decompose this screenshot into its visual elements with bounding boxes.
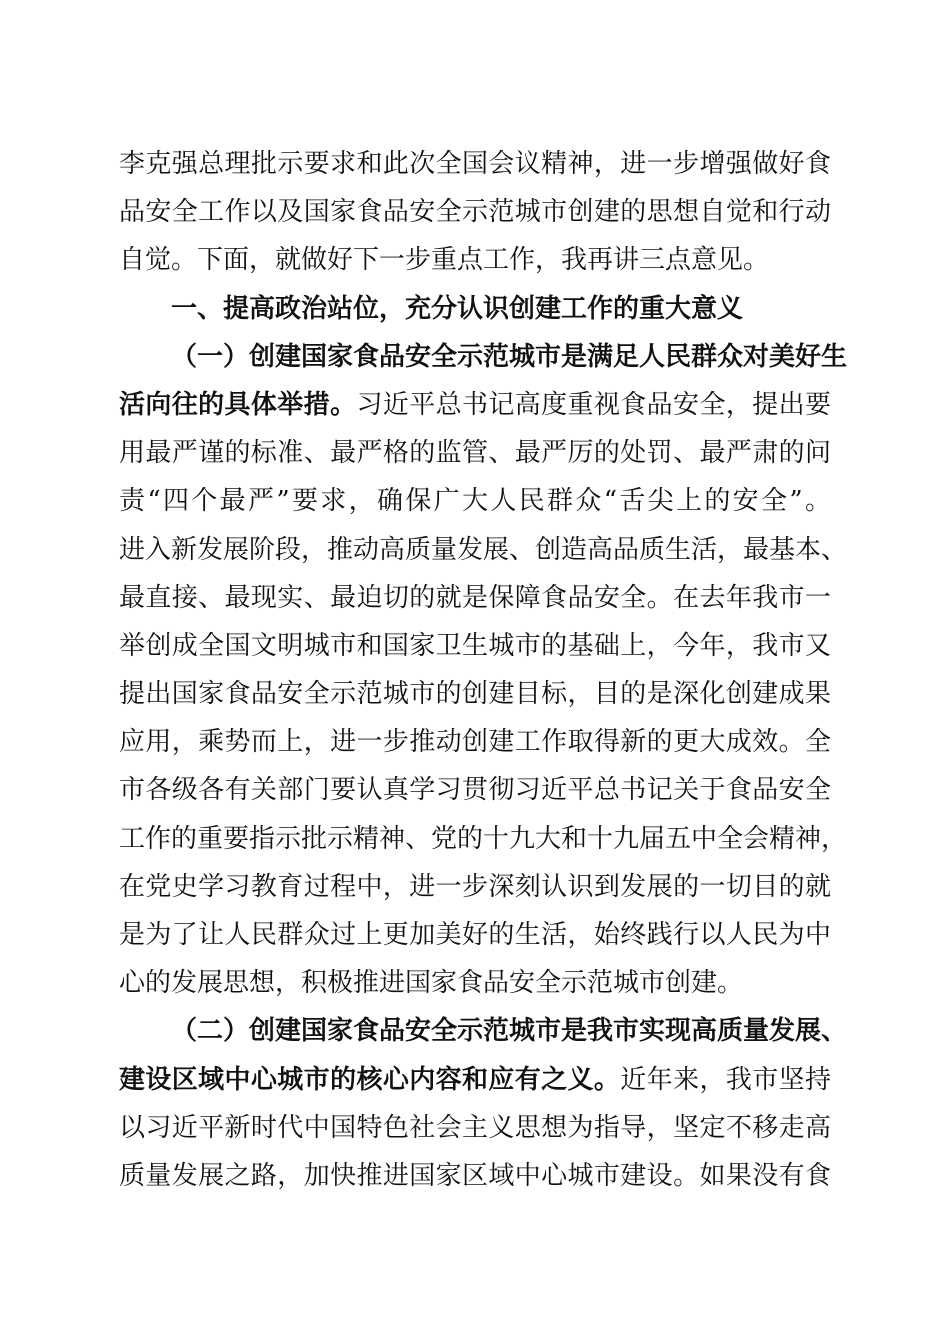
paragraph-text: 习近平总书记高度重视食品安全，提出要 [356,389,831,420]
subsection-heading: （一）创建国家食品安全示范城市是满足人民群众对美好生 [171,341,848,372]
paragraph-line: 进入新发展阶段，推动高质量发展、创造高品质生活，最基本、 [119,534,848,565]
paragraph-line: 心的发展思想，积极推进国家食品安全示范城市创建。 [119,968,744,999]
paragraph-line: 责“四个最严”要求，确保广大人民群众“舌尖上的安全”。 [119,486,831,517]
subsection-heading: （二）创建国家食品安全示范城市是我市实现高质量发展、 [171,1016,848,1047]
document-body [119,140,848,1200]
paragraph-line: 质量发展之路，加快推进国家区域中心城市建设。如果没有食 [119,1160,831,1191]
subsection-heading-continued: 活向往的具体举措。 [119,389,357,420]
paragraph-line: 以习近平新时代中国特色社会主义思想为指导，坚定不移走高 [119,1112,831,1143]
paragraph-line: 自觉。下面，就做好下一步重点工作，我再讲三点意见。 [119,245,770,276]
paragraph-line: 李克强总理批示要求和此次全国会议精神，进一步增强做好食 [119,149,831,179]
paragraph-line: 应用，乘势而上，进一步推动创建工作取得新的更大成效。全 [119,727,831,758]
paragraph-line: 举创成全国文明城市和国家卫生城市的基础上，今年，我市又 [119,630,831,661]
paragraph-line: 最直接、最现实、最迫切的就是保障食品安全。在去年我市一 [119,582,831,613]
paragraph-line: 工作的重要指示批示精神、党的十九大和十九届五中全会精神， [119,823,848,854]
subsection-heading-continued: 建设区域中心城市的核心内容和应有之义。 [119,1064,621,1095]
paragraph-line: 市各级各有关部门要认真学习贯彻习近平总书记关于食品安全 [119,775,831,806]
paragraph-line [119,381,831,429]
paragraph-line: 在党史学习教育过程中，进一步深刻认识到发展的一切目的就 [119,871,831,902]
section-heading: 一、提高政治站位，充分认识创建工作的重大意义 [171,293,744,324]
paragraph-line: 提出国家食品安全示范城市的创建目标，目的是深化创建成果 [119,679,831,710]
paragraph-line: 是为了让人民群众过上更加美好的生活，始终践行以人民为中 [119,920,831,950]
paragraph-text: 近年来，我市坚持 [620,1064,831,1095]
paragraph-line: 品安全工作以及国家食品安全示范城市创建的思想自觉和行动 [119,197,831,228]
paragraph-line [119,1056,831,1104]
paragraph-line: 用最严谨的标准、最严格的监管、最严厉的处罚、最严肃的问 [119,438,831,469]
